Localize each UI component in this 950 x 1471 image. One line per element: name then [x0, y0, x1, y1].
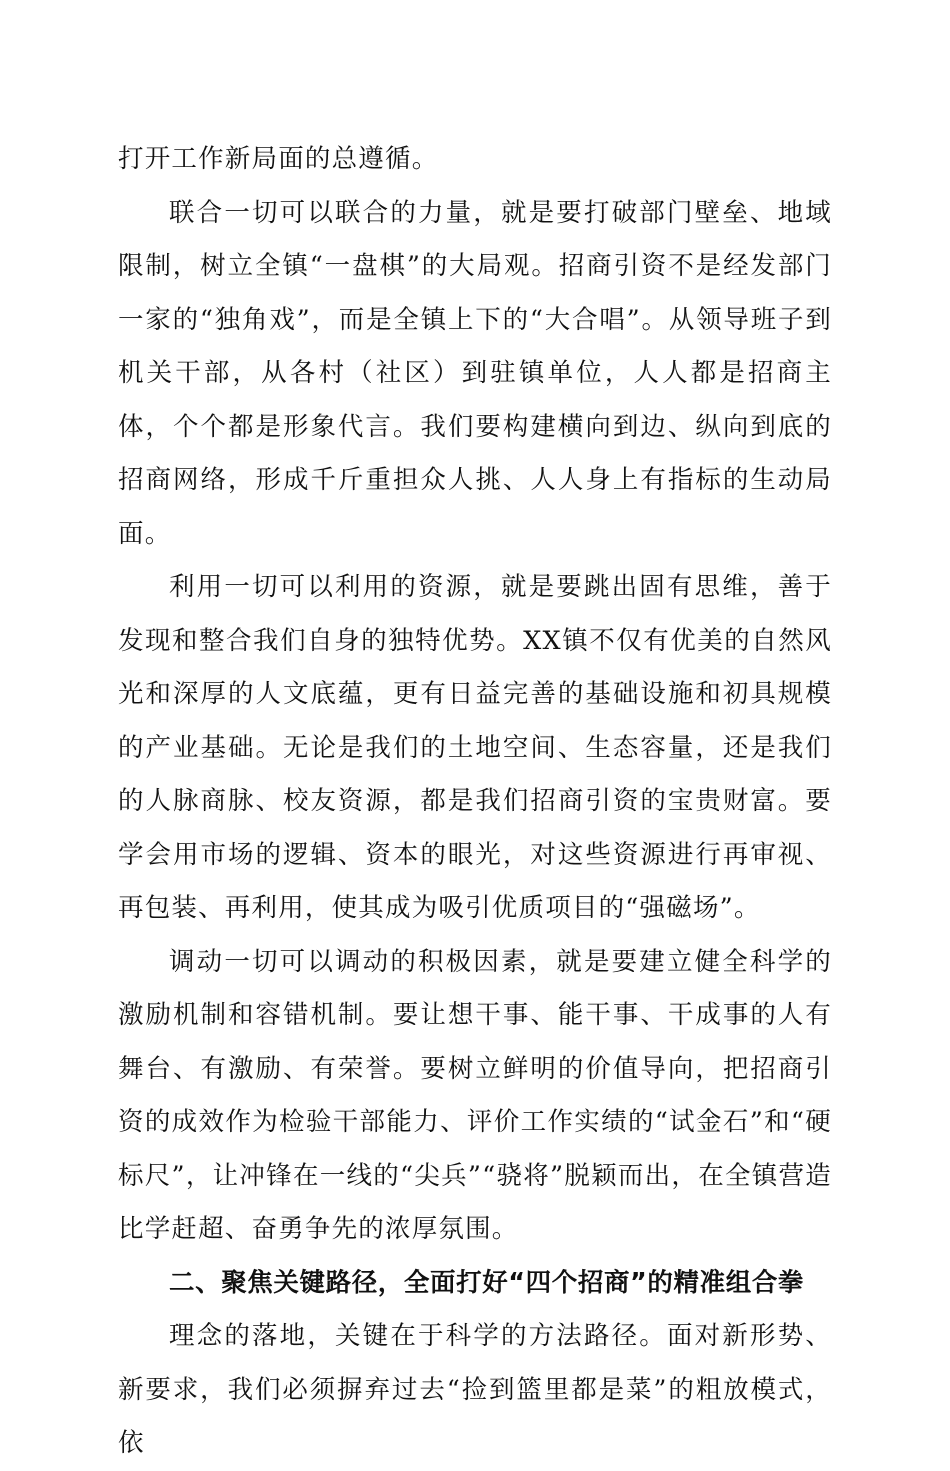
- paragraph-use-resources: 利用一切可以利用的资源，就是要跳出固有思维，善于发现和整合我们自身的独特优势。XX镇不仅有优美的自然风光和深厚的人文底蕴，更有日益完善的基础设施和初具规模的产业基础。无论是我们的土地空间、生态容量，还是我们的人脉商脉、校友资源，都是我们招商引资的宝贵财富。要学会用市场的逻辑、资本的眼光，对这些资源进行再审视、再包装、再利用，使其成为吸引优质项目的“强磁场”。: [118, 572, 832, 923]
- paragraph-continuation: 打开工作新局面的总遵循。: [118, 144, 439, 174]
- paragraph-unite-forces: 联合一切可以联合的力量，就是要打破部门壁垒、地域限制，树立全镇“一盘棋”的大局观。招商引资不是经发部门一家的“独角戏”，而是全镇上下的“大合唱”。从领导班子到机关干部，从各村（社区）到驻镇单位，人人都是招商主体，个个都是形象代言。我们要构建横向到边、纵向到底的招商网络，形成千斤重担众人挑、人人身上有指标的生动局面。: [118, 197, 832, 549]
- paragraph-mobilize-factors: 调动一切可以调动的积极因素，就是要建立健全科学的激励机制和容错机制。要让想干事、能干事、干成事的人有舞台、有激励、有荣誉。要树立鲜明的价值导向，把招商引资的成效作为检验干部能力、评价工作实绩的“试金石”和“硬标尺”，让冲锋在一线的“尖兵”“骁将”脱颖而出，在全镇营造比学赶超、奋勇争先的浓厚氛围。: [118, 946, 832, 1244]
- section-heading-two: 二、聚焦关键路径，全面打好“四个招商”的精准组合拳: [169, 1267, 805, 1298]
- paragraph-method-path: 理念的落地，关键在于科学的方法路径。面对新形势、新要求，我们必须摒弃过去“捡到篮里都是菜”的粗放模式，依: [118, 1321, 832, 1458]
- document-body: [118, 133, 832, 1471]
